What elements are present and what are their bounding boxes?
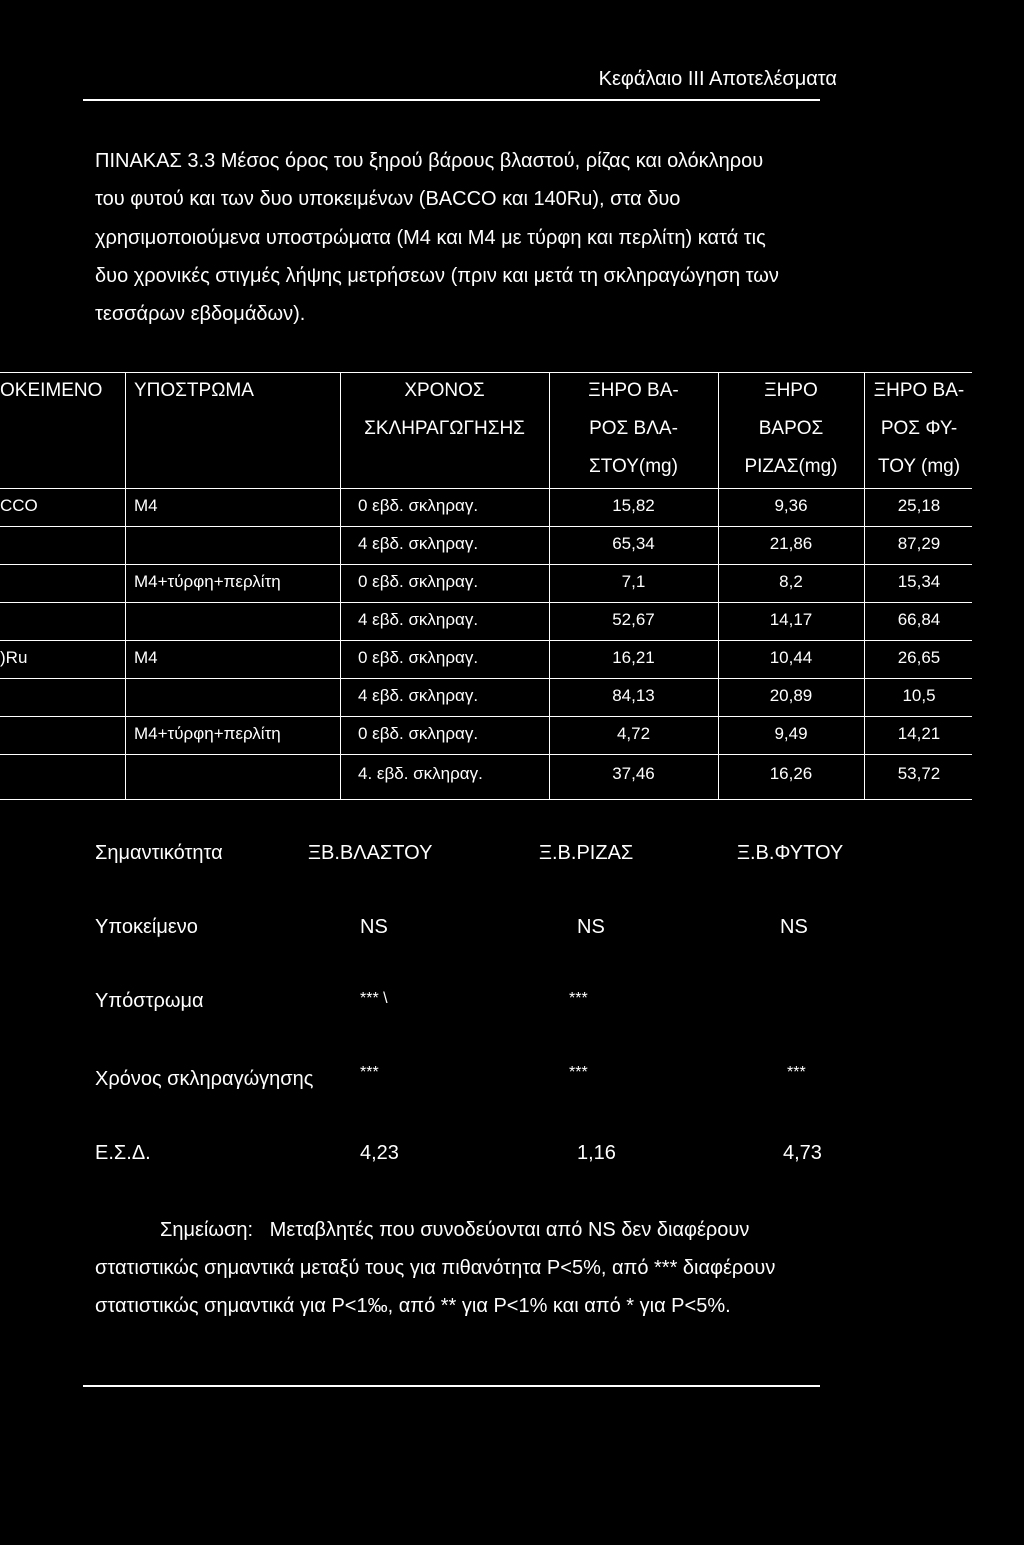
header-plant: ΞΗΡΟ ΒΑ- — [873, 380, 965, 401]
caption-line: δυο χρονικές στιγμές λήψης μετρήσεων (πριν και μετά τη σκληραγώγηση των — [95, 265, 779, 287]
header-plant: ΡΟΣ ΦΥ- — [880, 418, 958, 439]
significance-root-value: 1,16 — [577, 1142, 616, 1164]
cell-root: 9,49 — [774, 724, 808, 743]
chapter-title: Κεφάλαιο ΙΙΙ Αποτελέσματα — [598, 68, 837, 90]
significance-row-label: Υποκείμενο — [95, 916, 198, 938]
significance-plant-value: 4,73 — [783, 1142, 822, 1164]
significance-shoot-header: ΞΒ.ΒΛΑΣΤΟΥ — [308, 842, 433, 864]
header-time: ΣΚΛΗΡΑΓΩΓΗΣΗΣ — [364, 418, 525, 439]
cell-root: 14,17 — [769, 610, 813, 629]
cell-plant: 53,72 — [897, 764, 941, 783]
cell-shoot: 4,72 — [616, 724, 651, 743]
note-line: στατιστικώς σημαντικά μεταξύ τους για πιθανότητα P<5%, από *** διαφέρουν — [95, 1257, 776, 1279]
cell-shoot: 37,46 — [612, 764, 655, 783]
cell-shoot: 15,82 — [612, 496, 655, 515]
row-divider — [0, 716, 972, 717]
cell-time: 4 εβδ. σκληραγ. — [358, 610, 479, 629]
footer-rule — [83, 1385, 820, 1387]
cell-root: 9,36 — [774, 496, 808, 515]
cell-time: 4. εβδ. σκληραγ. — [358, 764, 483, 783]
header-rootstock: ΟΚΕΙΜΕΝΟ — [0, 380, 103, 401]
note-line: στατιστικώς σημαντικά για P<1‰, από ** για P<1% και από * για P<5%. — [95, 1295, 731, 1317]
row-divider — [0, 754, 972, 755]
cell-rootstock: )Ru — [0, 648, 28, 667]
significance-root-value: *** — [569, 1064, 588, 1081]
cell-rootstock: CCO — [0, 496, 38, 515]
row-divider — [0, 640, 972, 641]
cell-time: 4 εβδ. σκληραγ. — [358, 686, 479, 705]
cell-root: 21,86 — [769, 534, 813, 553]
header-substrate: ΥΠΟΣΤΡΩΜΑ — [134, 380, 254, 401]
column-divider — [125, 372, 126, 799]
cell-time: 0 εβδ. σκληραγ. — [358, 648, 479, 667]
significance-plant-value: *** — [787, 1064, 806, 1081]
table-top-border — [0, 372, 972, 373]
note-line: Σημείωση: Μεταβλητές που συνοδεύονται από NS δεν διαφέρουν — [160, 1219, 750, 1241]
significance-root-value: NS — [577, 916, 605, 938]
header-plant: ΤΟΥ (mg) — [877, 456, 961, 477]
cell-shoot: 65,34 — [612, 534, 655, 553]
cell-root: 8,2 — [779, 572, 803, 591]
significance-shoot-value: NS — [360, 916, 388, 938]
cell-substrate: M4 — [134, 648, 158, 667]
cell-plant: 10,5 — [902, 686, 936, 705]
header-root: ΒΑΡΟΣ — [758, 418, 824, 439]
cell-plant: 87,29 — [897, 534, 941, 553]
cell-shoot: 52,67 — [612, 610, 655, 629]
header-rule — [83, 99, 820, 101]
cell-time: 0 εβδ. σκληραγ. — [358, 496, 479, 515]
cell-shoot: 16,21 — [612, 648, 655, 667]
cell-plant: 66,84 — [897, 610, 941, 629]
table-bottom-border — [0, 799, 972, 800]
caption-line: του φυτού και των δυο υποκειμένων (ΒΑCCO και 140Ru), στα δυο — [95, 188, 681, 210]
cell-substrate: M4 — [134, 496, 158, 515]
cell-plant: 25,18 — [897, 496, 941, 515]
caption-line: ΠΙΝΑΚΑΣ 3.3 Μέσος όρος του ξηρού βάρους βλαστού, ρίζας και ολόκληρου — [95, 150, 764, 172]
significance-root-header: Ξ.Β.ΡΙΖΑΣ — [539, 842, 634, 864]
significance-row-label: Ε.Σ.Δ. — [95, 1142, 151, 1164]
cell-substrate: M4+τύρφη+περλίτη — [134, 572, 281, 591]
cell-time: 4 εβδ. σκληραγ. — [358, 534, 479, 553]
significance-root-value: *** — [569, 990, 588, 1007]
cell-shoot: 84,13 — [612, 686, 655, 705]
cell-root: 20,89 — [769, 686, 813, 705]
cell-root: 10,44 — [769, 648, 813, 667]
header-root: ΞΗΡΟ — [764, 380, 818, 401]
caption-line: χρησιμοποιούμενα υποστρώματα (Μ4 και Μ4 με τύρφη και περλίτη) κατά τις — [95, 227, 766, 249]
significance-shoot-value: *** \ — [360, 990, 388, 1007]
significance-row-label: Υπόστρωμα — [95, 990, 204, 1012]
header-shoot: ΡΟΣ ΒΛΑ- — [589, 418, 678, 439]
cell-substrate: M4+τύρφη+περλίτη — [134, 724, 281, 743]
header-shoot: ΞΗΡΟ ΒΑ- — [588, 380, 679, 401]
cell-time: 0 εβδ. σκληραγ. — [358, 724, 479, 743]
caption-line: τεσσάρων εβδομάδων). — [95, 303, 306, 325]
significance-shoot-value: *** — [360, 1064, 379, 1081]
significance-label: Σημαντικότητα — [95, 842, 223, 864]
header-time: ΧΡΟΝΟΣ — [404, 380, 485, 401]
significance-shoot-value: 4,23 — [360, 1142, 399, 1164]
row-divider — [0, 564, 972, 565]
cell-plant: 26,65 — [897, 648, 941, 667]
significance-plant-header: Ξ.Β.ΦΥΤΟΥ — [737, 842, 844, 864]
row-divider — [0, 678, 972, 679]
cell-plant: 14,21 — [897, 724, 941, 743]
header-shoot: ΣΤΟΥ(mg) — [589, 456, 678, 477]
row-divider — [0, 526, 972, 527]
row-divider — [0, 602, 972, 603]
table-header-border — [0, 488, 972, 489]
cell-plant: 15,34 — [897, 572, 941, 591]
significance-plant-value: NS — [780, 916, 808, 938]
cell-root: 16,26 — [769, 764, 813, 783]
cell-shoot: 7,1 — [621, 572, 646, 591]
cell-time: 0 εβδ. σκληραγ. — [358, 572, 479, 591]
significance-row-label: Χρόνος σκληραγώγησης — [95, 1068, 314, 1090]
header-root: ΡΙΖΑΣ(mg) — [744, 456, 838, 477]
